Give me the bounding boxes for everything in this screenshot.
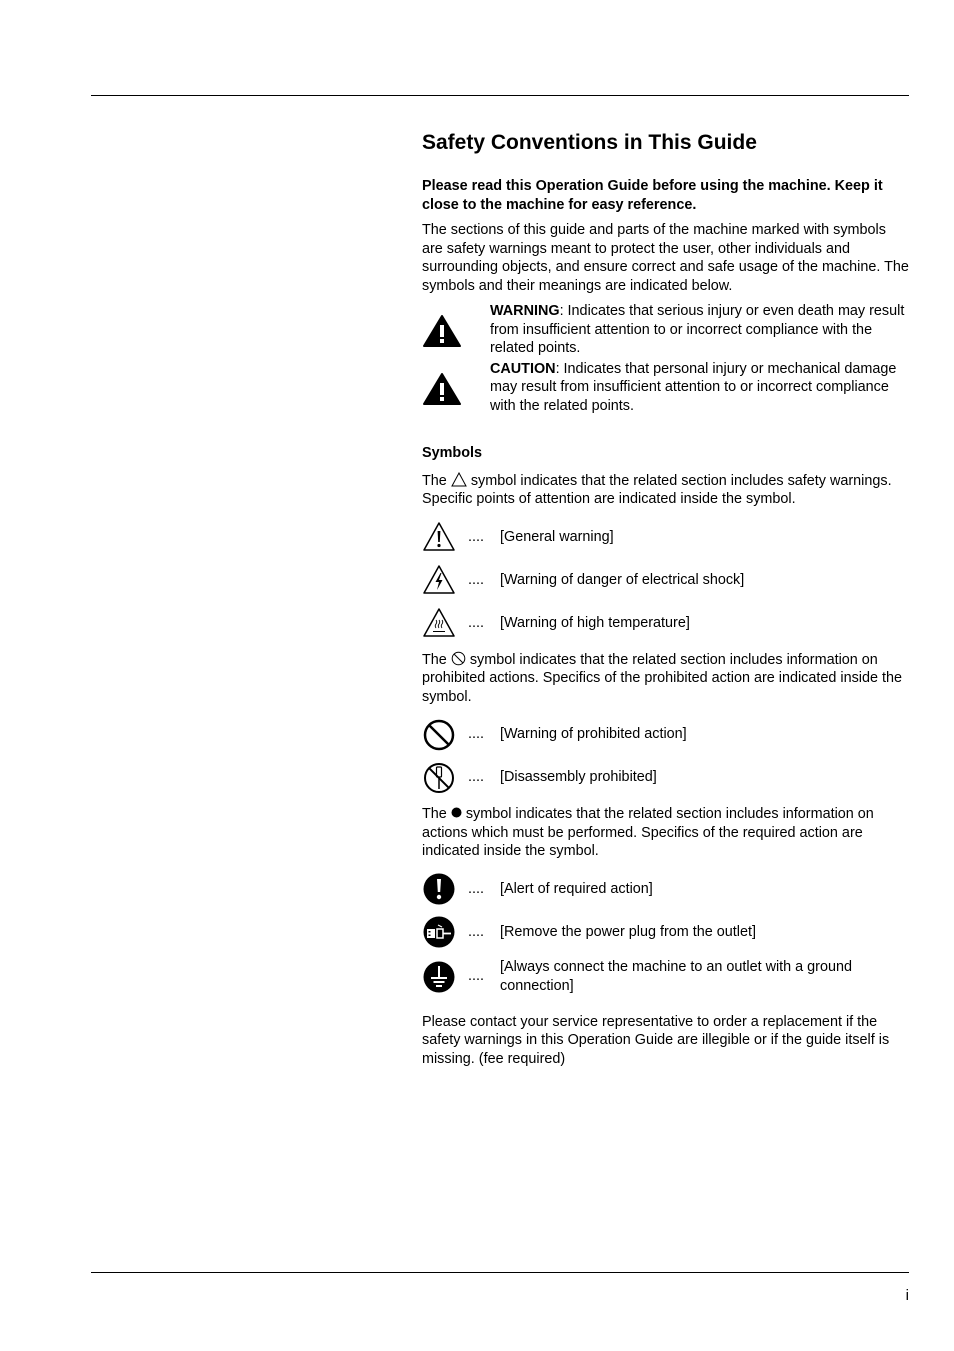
warning-notice bbox=[422, 302, 910, 358]
list-item bbox=[422, 911, 910, 954]
closing-paragraph: Please contact your service representative to order a replacement if the safety warnings in this Operation Guide are illegible or if the guide itself is missing. (fee required) bbox=[422, 1013, 890, 1067]
list-item bbox=[422, 602, 910, 645]
main-content bbox=[422, 130, 910, 1068]
list-label: [Alert of required action] bbox=[500, 880, 653, 897]
list-label: [Always connect the machine to an outlet with a ground connection] bbox=[500, 959, 852, 994]
list-dots: .... bbox=[468, 726, 484, 743]
prohibit-para-after: symbol indicates that the related section includes information on prohibited actions. Specifics of the prohibited action are indicated inside the symbol. bbox=[422, 651, 902, 705]
warning-text: : Indicates that serious injury or even death may result from insufficient attention to or incorrect compliance with the related points. bbox=[490, 303, 905, 356]
electrical-shock-icon bbox=[422, 563, 456, 597]
caution-triangle-icon bbox=[422, 360, 490, 406]
required-para-after: symbol indicates that the related section includes information on actions which must be performed. Specifics of the required action are indicated inside the symbol. bbox=[422, 806, 874, 859]
list-label: [Disassembly prohibited] bbox=[500, 769, 657, 786]
required-action-icon bbox=[422, 872, 456, 906]
warning-triangle-icon bbox=[422, 302, 490, 348]
intro-paragraph: The sections of this guide and parts of the machine marked with symbols are safety warnings meant to protect the user, other individuals and surrounding objects, and ensure correct and safe usage of the machine. The symbols and their meanings are indicated below. bbox=[422, 222, 909, 294]
list-label: [Remove the power plug from the outlet] bbox=[500, 923, 756, 940]
triangle-paragraph bbox=[422, 472, 910, 509]
prohibition-outline-icon bbox=[451, 651, 466, 666]
list-label: [Warning of high temperature] bbox=[500, 614, 690, 631]
filled-circle-icon bbox=[451, 807, 462, 818]
list-dots: .... bbox=[468, 528, 484, 545]
prohibit-paragraph bbox=[422, 651, 910, 707]
list-label: [Warning of prohibited action] bbox=[500, 726, 687, 743]
high-temperature-icon bbox=[422, 606, 456, 640]
list-dots: .... bbox=[468, 880, 484, 897]
page-number: i bbox=[905, 1287, 909, 1304]
caution-text: : Indicates that personal injury or mechanical damage may result from insufficient attention to or incorrect compliance with the related points. bbox=[490, 360, 897, 414]
general-warning-icon bbox=[422, 520, 456, 554]
header-rule bbox=[91, 95, 909, 96]
list-dots: .... bbox=[468, 923, 484, 940]
unplug-icon bbox=[422, 915, 456, 949]
required-para-before: The bbox=[422, 806, 447, 822]
list-dots: .... bbox=[468, 769, 484, 786]
list-dots: .... bbox=[468, 968, 484, 985]
prohibit-para-before: The bbox=[422, 651, 447, 668]
triangle-outline-icon bbox=[451, 472, 467, 487]
symbols-heading: Symbols bbox=[422, 445, 482, 461]
triangle-para-after: symbol indicates that the related section includes safety warnings. Specific points of attention are indicated inside the symbol. bbox=[422, 472, 892, 507]
footer-rule bbox=[91, 1272, 909, 1273]
list-item bbox=[422, 559, 910, 602]
caution-term: CAUTION bbox=[490, 360, 556, 377]
lead-paragraph: Please read this Operation Guide before using the machine. Keep it close to the machine for easy reference. bbox=[422, 178, 883, 213]
prohibited-action-icon bbox=[422, 718, 456, 752]
list-item bbox=[422, 516, 910, 559]
list-dots: .... bbox=[468, 614, 484, 631]
list-item bbox=[422, 954, 910, 1000]
list-item bbox=[422, 756, 910, 799]
list-dots: .... bbox=[468, 571, 484, 588]
page-title: Safety Conventions in This Guide bbox=[422, 131, 757, 154]
caution-notice bbox=[422, 360, 910, 416]
list-item bbox=[422, 713, 910, 756]
list-item bbox=[422, 868, 910, 911]
disassembly-prohibited-icon bbox=[422, 761, 456, 795]
warning-term: WARNING bbox=[490, 303, 560, 319]
list-label: [Warning of danger of electrical shock] bbox=[500, 571, 745, 588]
ground-connection-icon bbox=[422, 960, 456, 994]
list-label: [General warning] bbox=[500, 528, 614, 545]
triangle-para-before: The bbox=[422, 472, 447, 489]
required-paragraph bbox=[422, 805, 910, 861]
